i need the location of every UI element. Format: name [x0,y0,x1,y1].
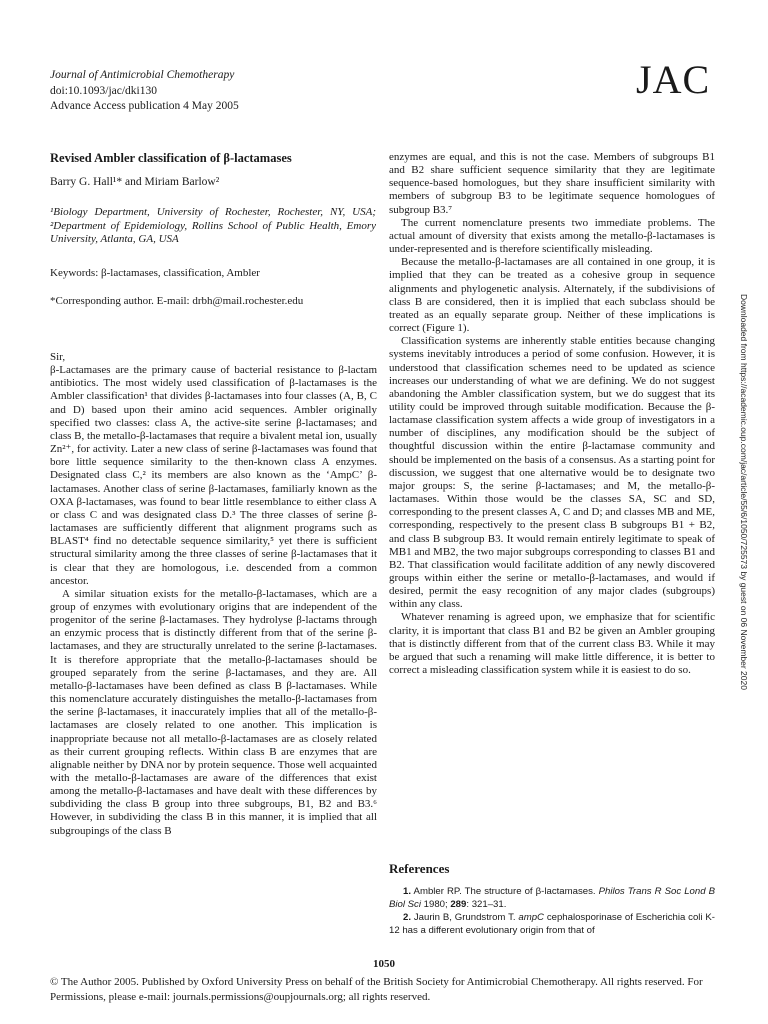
doi: doi:10.1093/jac/dki130 [50,84,158,97]
article-title: Revised Ambler classification of β-lactamases [50,151,292,165]
body-paragraph: A similar situation exists for the metallo-β-lactamases, which are a group of enzymes with evolutionary origins that are independent of the progenitor of the serine β-lactamases. They hydrolyse β-lactams through an enzymic process that is distinctly different from that of the serine β-lactamases, and they are structurally unrelated to the serine β-lactamases. It is therefore appropriate that the metallo-β-lactamases should be grouped separately from the serine β-lactamases, and they are. All metallo-β-lactamases have been defined as class B β-lactamases. While this nomenclature accurately distinguishes the metallo-β-lactamases from the serine β-lactamases, it inaccurately implies that all of the metallo-β-lactamases are closely related to one another. This implication is inappropriate because not all metallo-β-lactamases are as closely related as their current grouping reflects. Within class B are enzymes that are alignable neither by DNA nor by protein sequence. Those well acquainted with the metallo-β-lactamases are aware of the differences that exist among the metallo-β-lactamases and have dealt with these differences by subdividing the class B group into three subgroups, B1, B2 and B3.⁶ However, in subdividing the class B in this manner, it is implied that all subgroupings of the class B [50,587,377,837]
reference-item [389,911,715,937]
reference-journal: ampC [518,912,544,923]
body-paragraph: Because the metallo-β-lactamases are all contained in one group, it is implied that they can be treated as a cohesive group in sequence alignments and phylogenetic analysis. Alternately, if the subdivisions of class B are considered, then it is implied that each subclass should be treated as an equally separate group. Neither of these implications is correct (Figure 1). [389,256,715,335]
body-right-column [389,151,715,677]
body-paragraph: Classification systems are inherently stable entities because changing systems inevitably introduces a period of some confusion. However, it is understood that classification schemes need to be updated as science increases our understanding of what we are defining. We do not suggest abandoning the Ambler classification system, but we do suggest that its utility could be improved through suitable modification. Because the β-lactamase classification system affects a wide group of investigators in a number of disciplines, any modification should be the subject of thoughtful discussion within the entire β-lactamase community and should be implemented on the basis of a consensus. As a starting point for discussion, we suggest that one alternative would be to designate two major groups: S, the serine β-lactamases; and M, the metallo-β-lactamases. Within those would be the classes SA, SC and SD, corresponding to the present classes A, C and D; and classes MB and ME, corresponding, respectively to the present class B subgroups B1 + B2, and class B subgroup B3. It would remain entirely legitimate to speak of MB1 and MB2, the two major subgroups corresponding to classes B1 and B2. That classification would facilitate addition of any newly discovered groups within either the serine or metallo-β-lactamases, and would if desired, permit the easy recognition of any major clades (subgroups) within any class. [389,335,715,611]
reference-volume: 289 [450,899,467,910]
jac-logo: JAC [636,57,711,102]
reference-text: : 321–31. [466,899,507,910]
reference-item [389,885,715,911]
download-watermark: Downloaded from https://academic.oup.com/jac/article/55/6/1050/725573 by guest on 06 November 2020 [739,294,749,690]
keywords: Keywords: β-lactamases, classification, Ambler [50,267,260,279]
reference-number: 2. [403,912,412,923]
body-paragraph: Whatever renaming is agreed upon, we emphasize that for scientific clarity, it is important that class B1 and B2 be given an Ambler grouping that is distinctly different from that of the current class B3. While it may be argued that such a renaming will make little difference, it is better to correct a misleading classification system while it is easiest to do so. [389,611,715,677]
body-paragraph: β-Lactamases are the primary cause of bacterial resistance to β-lactam antibiotics. The most widely used classification of β-lactamases is the Ambler classification¹ that divides β-lactamases into four classes (A, B, C and D) based upon their amino acid sequences. Ambler originally specified two classes: class A, the active-site serine β-lactamases; and class B, the metallo-β-lactamases that require a bivalent metal ion, usually Zn²⁺, for activity. Later a new class of serine β-lactamases was found that bore little sequence similarity to the then-known class A enzymes. Designated class C,² its members are also known as the ‘AmpC’ β-lactamases. Another class of serine β-lactamases, familiarly known as the OXA β-lactamases, was found to bear little resemblance to either class A or class C and was designated class D.³ The three classes of serine β-lactamases are sufficiently different that alignment programs such as BLAST⁴ find no detectable sequence similarity,⁵ yet there is sufficient structural similarity among the three classes of serine β-lactamases that it is clear that they are homologous, i.e. descended from a common ancestor. [50,364,377,587]
article-authors: Barry G. Hall¹* and Miriam Barlow² [50,176,220,188]
salutation: Sir, [50,351,66,363]
body-paragraph: The current nomenclature presents two immediate problems. The actual amount of diversity that exists among the metallo-β-lactamases is under-represented and is therefore scientifically misleading. [389,216,715,256]
references-list [389,885,715,937]
reference-text: Ambler RP. The structure of β-lactamases. [413,886,599,897]
corresponding-author: *Corresponding author. E-mail: drbh@mail.rochester.edu [50,295,304,307]
journal-name: Journal of Antimicrobial Chemotherapy [50,69,235,81]
author-affiliations: ¹Biology Department, University of Rochester, Rochester, NY, USA; ²Department of Epidemiology, Rollins School of Public Health, Emory University, Atlanta, GA, USA [50,206,376,245]
body-left-column [50,351,377,838]
copyright-footer: © The Author 2005. Published by Oxford University Press on behalf of the British Society for Antimicrobial Chemotherapy. All rights reserved. For Permissions, please e-mail: journals.permissions@oupjournals.org; all rights reserved. [50,976,703,1003]
page-number: 1050 [373,958,395,970]
advance-access-date: Advance Access publication 4 May 2005 [50,100,239,112]
journal-header [50,68,239,115]
reference-text: Jaurin B, Grundstrom T. [413,912,519,923]
reference-number: 1. [403,886,412,897]
body-paragraph: enzymes are equal, and this is not the case. Members of subgroups B1 and B2 share sufficient sequence similarity that they are legitimate sequence-based homologues, but they share insufficient similarity with members of subgroup B3 to be legitimate sequence homologues of subgroup B3.⁷ [389,151,715,216]
references-heading: References [389,861,450,876]
reference-text: cephalosporinase of Escherichia coli K-12 has a different evolutionary origin from that of [389,912,715,936]
reference-text: 1980; [421,899,451,910]
reference-journal: Philos Trans R Soc Lond B Biol Sci [389,886,716,910]
